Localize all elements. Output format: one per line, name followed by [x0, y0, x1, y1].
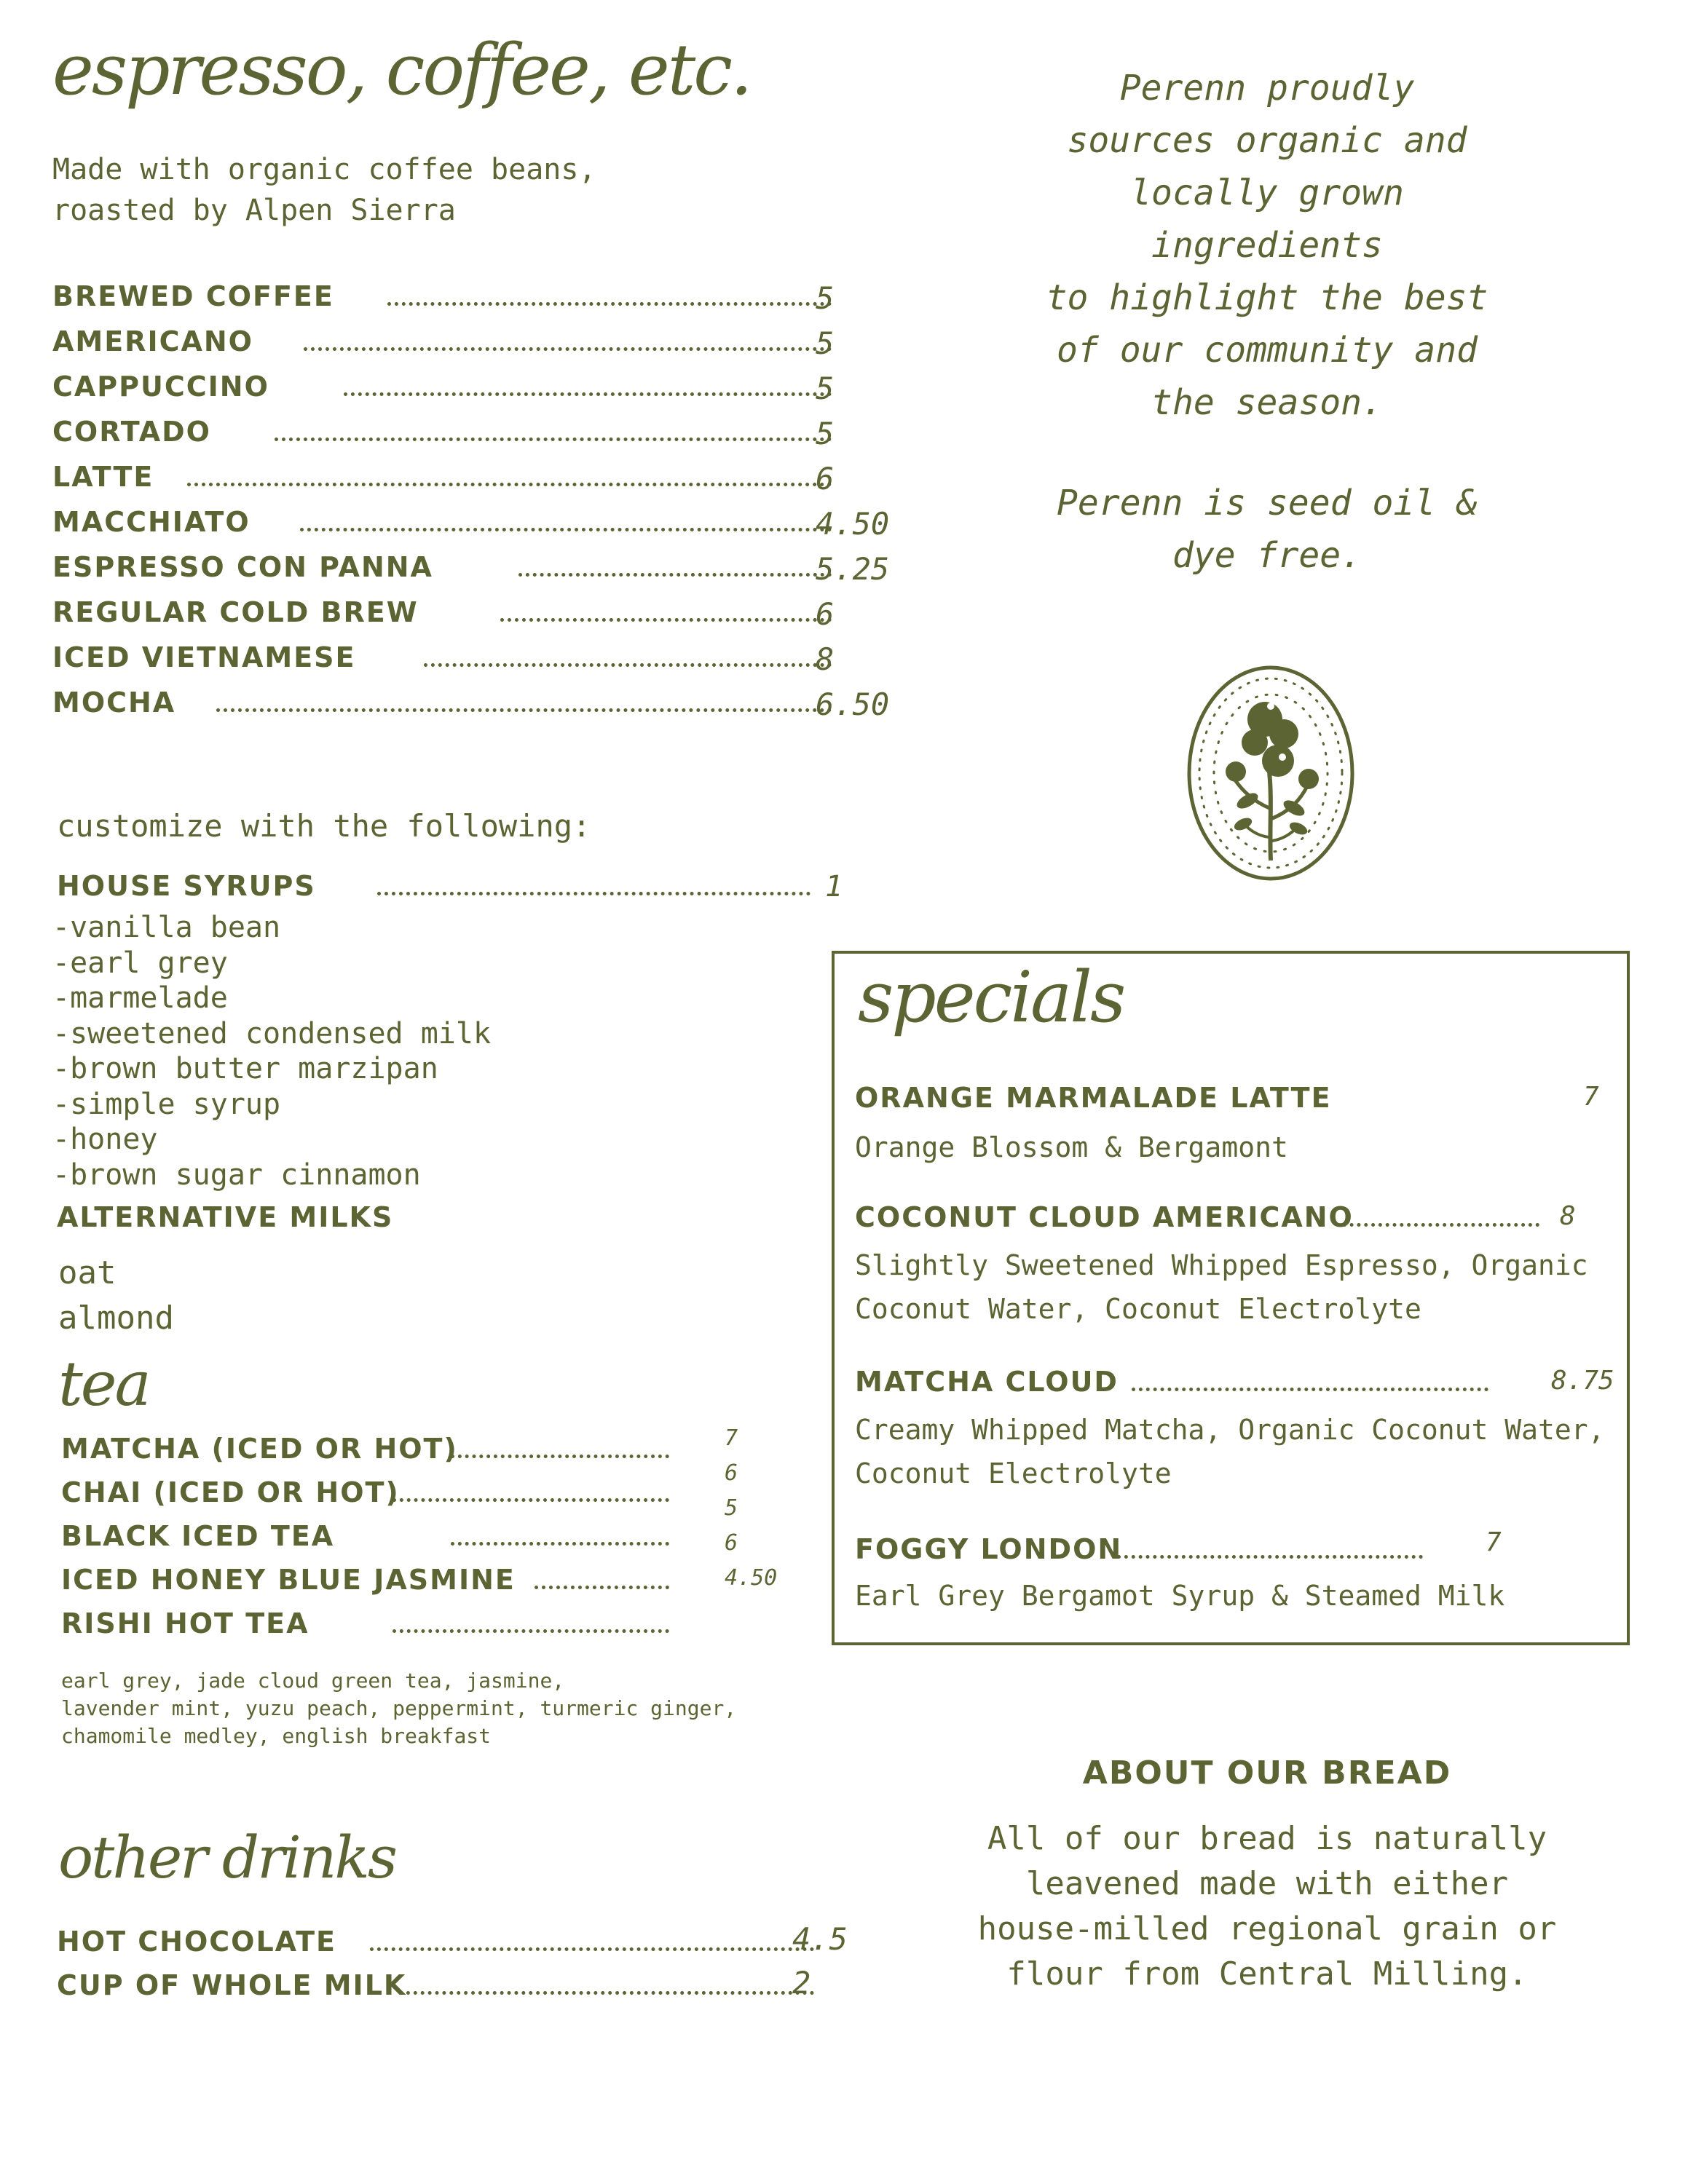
menu-item — [52, 325, 912, 362]
milk-item: almond — [58, 1299, 174, 1337]
tea-variety-line: earl grey, jade cloud green tea, jasmine, — [61, 1669, 565, 1693]
menu-item — [57, 1921, 872, 1962]
milk-list — [58, 1251, 174, 1341]
dot-leader — [1336, 1223, 1539, 1227]
bread-heading: ABOUT OUR BREAD — [1082, 1754, 1452, 1792]
menu-item-name: BREWED COFFEE — [52, 280, 334, 312]
menu-item — [61, 1433, 717, 1469]
intro-line: locally grown — [1130, 173, 1404, 213]
menu-item — [52, 416, 912, 452]
menu-item-name: ESPRESSO CON PANNA — [52, 551, 433, 583]
bread-line: house-milled regional grain or — [977, 1910, 1557, 1947]
special-item-desc — [855, 1408, 1605, 1495]
bread-description — [939, 1816, 1595, 1997]
menu-item-price: 5 — [816, 371, 835, 406]
dot-leader — [387, 302, 832, 306]
special-item-price: 8.75 — [1551, 1366, 1614, 1396]
special-desc-line: Slightly Sweetened Whipped Espresso, Organic — [855, 1249, 1588, 1281]
menu-item-name: BLACK ICED TEA — [61, 1520, 335, 1552]
menu-item-price: 6 — [816, 596, 835, 632]
tea-price: 6 — [725, 1460, 738, 1486]
menu-item-name: AMERICANO — [52, 325, 253, 357]
syrup-item: -earl grey — [52, 946, 228, 980]
special-item — [855, 1201, 1612, 1238]
menu-item-name: ICED VIETNAMESE — [52, 641, 356, 673]
tea-title: tea — [58, 1348, 149, 1420]
intro-line: Perenn proudly — [1119, 68, 1415, 108]
dot-leader — [1117, 1555, 1423, 1559]
special-item-name: FOGGY LONDON — [855, 1533, 1123, 1565]
menu-item-name: MACCHIATO — [52, 506, 251, 538]
syrup-item: -brown sugar cinnamon — [52, 1158, 421, 1192]
tea-variety-line: lavender mint, yuzu peach, peppermint, turmeric ginger, — [61, 1696, 737, 1720]
tea-prices — [725, 1421, 777, 1596]
coffee-subtitle-line-1: Made with organic coffee beans, — [52, 153, 596, 186]
coffee-title: espresso, coffee, etc. — [52, 29, 751, 111]
menu-item-price: 5 — [816, 280, 835, 316]
menu-item — [61, 1476, 717, 1513]
coffee-menu-list — [52, 280, 912, 732]
tea-varieties — [61, 1667, 736, 1750]
special-item — [855, 1082, 1612, 1118]
dot-leader — [399, 1991, 814, 1995]
menu-item-name: CUP OF WHOLE MILK — [57, 1969, 407, 2001]
dot-leader — [1132, 1388, 1488, 1391]
special-desc-line: Coconut Electrolyte — [855, 1457, 1172, 1489]
menu-item — [61, 1607, 717, 1644]
dot-leader — [393, 1498, 669, 1502]
dot-leader — [500, 618, 832, 622]
menu-item-price: 8 — [816, 641, 835, 677]
other-drinks-list — [57, 1921, 872, 2013]
menu-item-price: 2 — [792, 1965, 811, 2001]
menu-item — [52, 371, 912, 407]
tea-price: 5 — [725, 1495, 738, 1521]
menu-item-price: 5 — [816, 325, 835, 361]
dot-leader — [451, 1542, 669, 1546]
intro-line: sources organic and — [1067, 120, 1467, 161]
menu-item-price: 6 — [816, 461, 835, 496]
bread-line: All of our bread is naturally — [987, 1820, 1547, 1857]
customize-heading: customize with the following: — [57, 808, 591, 844]
coffee-subtitle — [52, 149, 596, 231]
menu-item — [57, 1965, 872, 2006]
special-item-desc — [855, 1243, 1588, 1331]
dot-leader — [275, 438, 832, 441]
menu-item-price: 4.5 — [792, 1921, 848, 1957]
tea-price: 4.50 — [725, 1565, 778, 1591]
special-item-name: MATCHA CLOUD — [855, 1366, 1119, 1398]
dot-leader — [518, 573, 832, 577]
menu-item-name: LATTE — [52, 461, 154, 493]
other-drinks-title: other drinks — [58, 1824, 395, 1891]
menu-item-name: RISHI HOT TEA — [61, 1607, 309, 1639]
menu-item-price: 5 — [816, 416, 835, 451]
floral-emblem-icon — [1183, 662, 1358, 885]
tea-variety-line: chamomile medley, english breakfast — [61, 1724, 492, 1748]
dot-leader — [304, 347, 832, 351]
tea-price: 6 — [725, 1530, 738, 1556]
menu-item — [52, 461, 912, 497]
menu-item — [61, 1520, 717, 1556]
dot-leader — [344, 392, 832, 396]
menu-item-price: 6.50 — [816, 687, 890, 722]
intro-line: Perenn is seed oil & — [1057, 483, 1478, 523]
house-syrups-price: 1 — [825, 870, 843, 903]
syrup-list — [52, 910, 491, 1192]
syrup-item: -sweetened condensed milk — [52, 1016, 492, 1051]
special-item-price: 7 — [1583, 1082, 1599, 1112]
syrup-item: -honey — [52, 1123, 158, 1156]
dot-leader — [424, 663, 832, 667]
house-syrups-row — [57, 870, 858, 906]
dot-leader — [451, 1455, 669, 1458]
special-item-desc — [855, 1574, 1504, 1618]
menu-item-name: REGULAR COLD BREW — [52, 596, 419, 628]
menu-item-price: 4.50 — [816, 506, 890, 542]
special-desc-line: Creamy Whipped Matcha, Organic Coconut Water, — [855, 1414, 1605, 1446]
tea-menu-list — [61, 1433, 717, 1651]
dot-leader — [377, 892, 811, 895]
intro-line: of our community and — [1057, 330, 1478, 371]
menu-item — [52, 506, 912, 542]
menu-item — [52, 641, 912, 678]
syrup-item: -simple syrup — [52, 1087, 281, 1121]
house-syrups-label: HOUSE SYRUPS — [57, 870, 316, 902]
seed-oil-statement — [990, 477, 1544, 582]
dot-leader — [187, 483, 832, 486]
intro-line: the season. — [1151, 382, 1383, 423]
menu-item — [52, 551, 912, 587]
coffee-subtitle-line-2: roasted by Alpen Sierra — [52, 194, 456, 227]
dot-leader — [535, 1586, 669, 1589]
special-item-price: 7 — [1486, 1527, 1502, 1557]
intro-line: to highlight the best — [1046, 277, 1488, 318]
menu-item-name: CAPPUCCINO — [52, 371, 269, 403]
dot-leader — [370, 1947, 814, 1951]
syrup-item: -brown butter marzipan — [52, 1052, 438, 1085]
special-item-price: 8 — [1560, 1201, 1576, 1231]
specials-box — [832, 951, 1630, 1645]
special-item-name: ORANGE MARMALADE LATTE — [855, 1082, 1332, 1114]
bread-line: leavened made with either — [1025, 1865, 1509, 1902]
intro-line: dye free. — [1172, 535, 1362, 576]
menu-item-name: ICED HONEY BLUE JASMINE — [61, 1564, 516, 1596]
intro-line: ingredients — [1151, 225, 1383, 266]
menu-item-name: MOCHA — [52, 687, 176, 719]
special-item — [855, 1527, 1612, 1570]
special-desc-line: Orange Blossom & Bergamont — [855, 1131, 1288, 1163]
specials-title: specials — [858, 957, 1124, 1038]
menu-item-name: HOT CHOCOLATE — [57, 1926, 336, 1958]
special-desc-line: Earl Grey Bergamot Syrup & Steamed Milk — [855, 1580, 1505, 1612]
syrup-item: -marmelade — [52, 981, 228, 1015]
menu-item-name: CORTADO — [52, 416, 211, 448]
menu-item — [52, 596, 912, 633]
syrup-item: -vanilla bean — [52, 911, 281, 944]
special-item-name: COCONUT CLOUD AMERICANO — [855, 1201, 1354, 1233]
dot-leader — [393, 1629, 669, 1633]
bread-line: flour from Central Milling. — [1006, 1955, 1528, 1993]
menu-item — [52, 687, 912, 723]
special-desc-line: Coconut Water, Coconut Electrolyte — [855, 1293, 1421, 1325]
special-item — [855, 1366, 1612, 1402]
dot-leader — [300, 528, 832, 531]
special-item-desc — [855, 1125, 1288, 1169]
intro-statement — [990, 62, 1544, 429]
alternative-milks-label: ALTERNATIVE MILKS — [57, 1201, 394, 1233]
menu-item-price: 5.25 — [816, 551, 890, 587]
tea-price: 7 — [725, 1425, 738, 1451]
milk-item: oat — [58, 1254, 117, 1291]
menu-item-name: MATCHA (ICED OR HOT) — [61, 1433, 458, 1465]
menu-item-name: CHAI (ICED OR HOT) — [61, 1476, 400, 1508]
menu-item — [61, 1564, 717, 1600]
menu-item — [52, 280, 912, 317]
dot-leader — [216, 708, 832, 712]
